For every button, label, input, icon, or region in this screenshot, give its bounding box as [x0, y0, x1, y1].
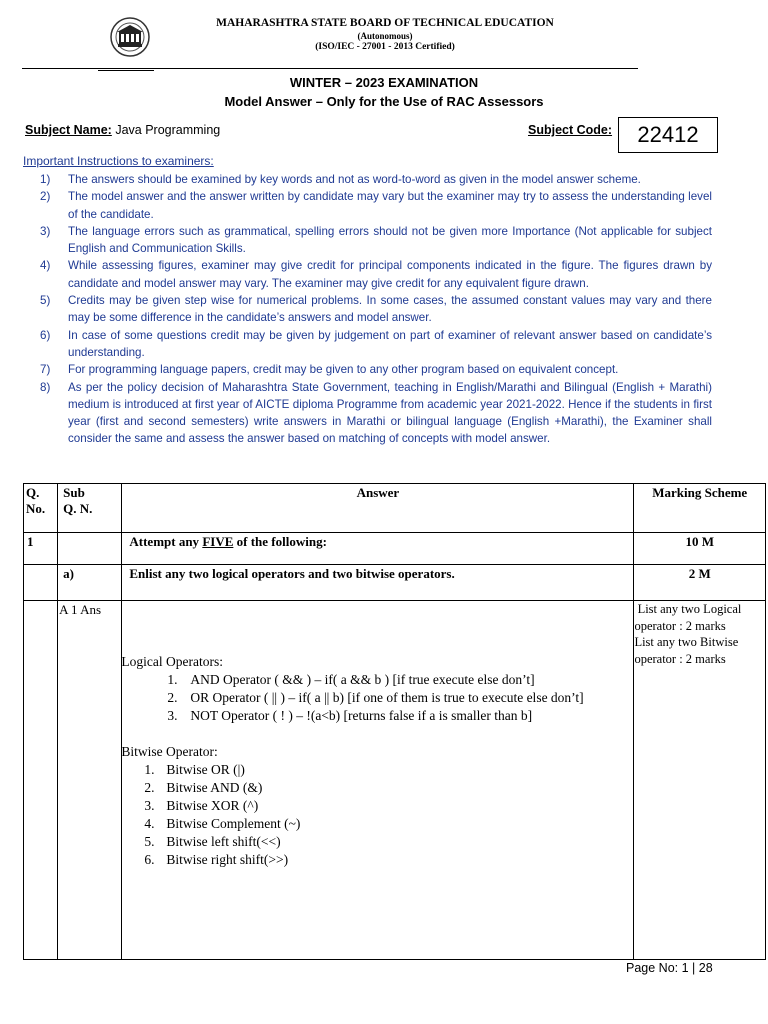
instruction-item — [40, 379, 712, 448]
list-item — [121, 797, 633, 815]
header-answer: Answer — [122, 484, 634, 533]
table-row — [24, 533, 766, 565]
list-item — [121, 779, 633, 797]
list-item-number: 2. — [167, 690, 178, 705]
list-item-text: AND Operator ( && ) – if( a && b ) [if true execute else don’t] — [190, 672, 535, 687]
list-item-number: 4. — [144, 816, 155, 831]
board-name: MAHARASHTRA STATE BOARD OF TECHNICAL EDUCATION — [216, 17, 554, 29]
instruction-text: While assessing figures, examiner may give credit for principal components indicated in the figure. The figures drawn by candidate and model answer may vary. The examiner may give credit for any equivalent figure drawn. — [68, 259, 712, 290]
list-item-text: Bitwise AND (&) — [166, 780, 263, 795]
instruction-text: The answers should be examined by key words and not as word-to-word as given in the model answer scheme. — [68, 173, 641, 186]
list-item-number: 1. — [144, 762, 155, 777]
exam-heading — [0, 73, 768, 111]
bitwise-operators-title: Bitwise Operator: — [121, 744, 218, 759]
list-item-text: NOT Operator ( ! ) – !(a<b) [returns false if a is smaller than b] — [190, 708, 533, 723]
q1-text — [122, 533, 634, 565]
a1-number-empty — [24, 601, 58, 960]
msbte-logo-icon — [106, 16, 154, 58]
board-header — [160, 17, 610, 53]
header-qno-line2: No. — [26, 501, 46, 516]
instruction-text: Credits may be given step wise for numerical problems. In some cases, the assumed constant values may vary and there may be some difference in the candidate’s answers and model answer. — [68, 294, 712, 325]
scheme-line: List any two Logical — [634, 602, 742, 616]
instructions-list — [40, 171, 712, 448]
instructions-title: Important Instructions to examiners: — [23, 154, 214, 168]
q1-text-before: Attempt any — [129, 534, 203, 549]
q1-sub-empty — [58, 533, 122, 565]
list-item-text: Bitwise Complement (~) — [166, 816, 301, 831]
logical-operators-title: Logical Operators: — [121, 654, 223, 669]
list-item-number: 2. — [144, 780, 155, 795]
bitwise-operators-list — [121, 761, 633, 869]
scheme-line: operator : 2 marks — [634, 618, 726, 633]
instruction-item — [40, 327, 712, 362]
header-qno — [24, 484, 58, 533]
list-item — [121, 851, 633, 869]
page-number: Page No: 1 | 28 — [626, 961, 713, 975]
instruction-item — [40, 223, 712, 258]
q1a-number-empty — [24, 565, 58, 601]
header-subq-line2: Q. N. — [63, 501, 93, 516]
exam-title: WINTER – 2023 EXAMINATION — [289, 75, 479, 90]
instruction-number: 8) — [40, 380, 51, 394]
board-autonomous: (Autonomous) — [357, 30, 413, 41]
header-divider-short — [98, 70, 154, 71]
scheme-line: List any two Bitwise — [634, 635, 739, 649]
subject-name-label: Subject Name: — [25, 123, 112, 137]
answer-table — [23, 483, 766, 960]
instruction-text: The model answer and the answer written by candidate may vary but the examiner may try to assess the understanding level of the candidate. — [68, 190, 712, 221]
instruction-number: 4) — [40, 259, 51, 273]
a1-answer-content — [121, 653, 633, 869]
list-item-text: Bitwise right shift(>>) — [166, 852, 289, 867]
instruction-text: In case of some questions credit may be given by judgement on part of examiner of relevant answer based on candidate’s understanding. — [68, 328, 712, 359]
header-subq-line1: Sub — [63, 485, 85, 500]
list-item — [121, 833, 633, 851]
instruction-item — [40, 292, 712, 327]
list-item-number: 5. — [144, 834, 155, 849]
list-item-text: Bitwise OR (|) — [166, 762, 245, 777]
instruction-number: 3) — [40, 224, 51, 238]
q1-number: 1 — [24, 533, 58, 565]
logical-operators-list — [121, 671, 633, 725]
header-subq — [58, 484, 122, 533]
instruction-item — [40, 257, 712, 292]
instruction-item — [40, 361, 712, 378]
instruction-number: 2) — [40, 190, 51, 204]
scheme-line: operator : 2 marks — [634, 651, 726, 666]
board-certification: (ISO/IEC - 27001 - 2013 Certified) — [315, 41, 455, 52]
list-item-number: 6. — [144, 852, 155, 867]
instruction-number: 6) — [40, 328, 51, 342]
q1a-sub: a) — [58, 565, 122, 601]
list-item-text: Bitwise left shift(<<) — [166, 834, 281, 849]
list-item-text: Bitwise XOR (^) — [166, 798, 259, 813]
instruction-text: As per the policy decision of Maharashtra State Government, teaching in English/Marathi and Bilingual (English + Marathi) medium is introduced at first year of AICTE diploma Programme from academic year 2021-2022. Hence if the students in first year (first and second semesters) write answers in Marathi or bilingual language (English +Marathi), the Examiner shall consider the same and assess the answer based on matching of concepts with model answer. — [68, 380, 712, 446]
instruction-number: 1) — [40, 173, 51, 186]
list-item — [121, 761, 633, 779]
a1-label: A 1 Ans — [58, 601, 122, 960]
subject-code-label: Subject Code: — [528, 123, 613, 137]
instruction-number: 7) — [40, 363, 51, 377]
list-item-number: 3. — [167, 708, 178, 723]
instruction-item — [40, 171, 712, 188]
list-item-text: OR Operator ( || ) – if( a || b) [if one of them is true to execute else don’t] — [190, 690, 584, 705]
list-item-number: 1. — [167, 672, 178, 687]
a1-scheme — [634, 601, 766, 960]
subject-name — [25, 123, 220, 137]
instruction-text: The language errors such as grammatical, spelling errors should not be given more Importance (Not applicable for subject English and Communication Skills. — [68, 224, 712, 256]
q1-text-emphasis: FIVE — [202, 534, 234, 549]
q1a-text: Enlist any two logical operators and two bitwise operators. — [122, 565, 634, 601]
list-item — [121, 689, 633, 707]
header-qno-line1: Q. — [26, 485, 40, 500]
q1-text-after: of the following: — [233, 534, 327, 549]
table-header-row — [24, 484, 766, 533]
q1-marks: 10 M — [634, 533, 766, 565]
instruction-text: For programming language papers, credit may be given to any other program based on equivalent concept. — [68, 363, 619, 377]
table-row — [24, 565, 766, 601]
q1a-marks: 2 M — [634, 565, 766, 601]
subject-code-value: 22412 — [618, 117, 718, 153]
list-item — [121, 707, 633, 725]
subject-name-value: Java Programming — [115, 123, 221, 137]
header-divider — [22, 68, 638, 69]
model-answer-title: Model Answer – Only for the Use of RAC Assessors — [224, 94, 544, 109]
list-item — [121, 671, 633, 689]
header-scheme: Marking Scheme — [634, 484, 766, 533]
list-item-number: 3. — [144, 798, 155, 813]
list-item — [121, 815, 633, 833]
instruction-number: 5) — [40, 294, 51, 308]
a1-answer — [122, 601, 634, 960]
table-row — [24, 601, 766, 960]
instruction-item — [40, 188, 712, 223]
